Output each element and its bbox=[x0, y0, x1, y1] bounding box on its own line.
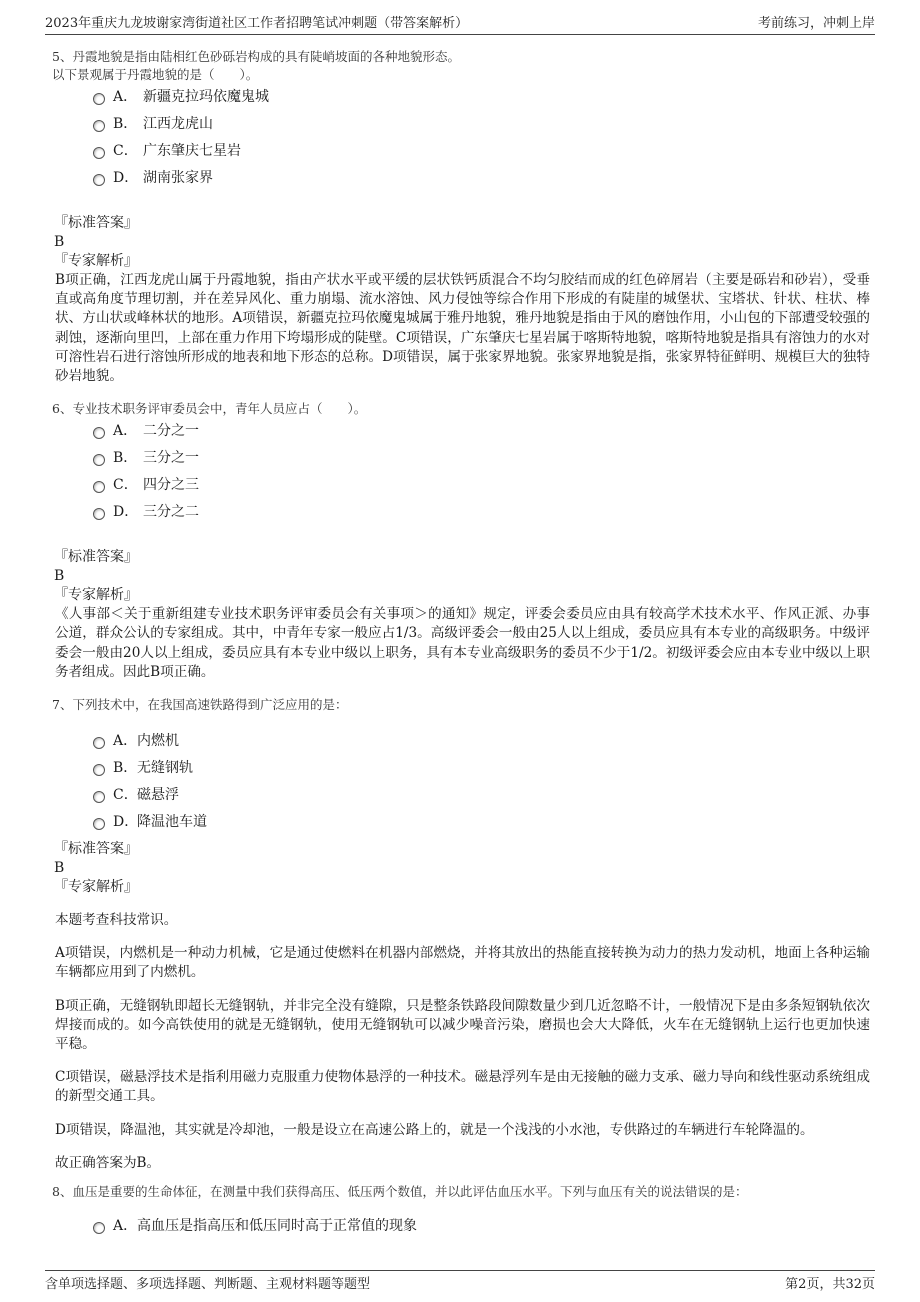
option-d[interactable]: D．降温池车道 bbox=[93, 809, 870, 836]
option-c[interactable]: C． 广东肇庆七星岩 bbox=[93, 138, 870, 165]
option-b[interactable]: B． 江西龙虎山 bbox=[93, 111, 870, 138]
answer-value: B bbox=[54, 860, 65, 877]
option-d[interactable]: D． 三分之二 bbox=[93, 499, 870, 526]
option-a[interactable]: A．高血压是指高压和低压同时高于正常值的现象 bbox=[93, 1213, 870, 1240]
header-slogan: 考前练习，冲刺上岸 bbox=[757, 16, 875, 31]
radio-icon[interactable] bbox=[93, 818, 105, 830]
document-title: 2023年重庆九龙坡谢家湾街道社区工作者招聘笔试冲刺题（带答案解析） bbox=[45, 16, 469, 31]
analysis-text: 《人事部＜关于重新组建专业技术职务评审委员会有关事项＞的通知》规定，评委会委员应由具有较高学术技术水平、作风正派、办事公道，群众公认的专家组成。其中，中青年专家一般应占1/3。高级评委会一般由25人以上组成，委员应具有本专业的高级职务。中级评委会一般由20人以上组成，委员应具有本专业中级以上职务，具有本专业高级职务的委员不少于1/2。初级评委会应由本专业中级以上职务者组成。因此B项正确。 bbox=[55, 606, 870, 680]
question-6 bbox=[52, 400, 870, 682]
question-title: 5、丹霞地貌是指由陆相红色砂砾岩构成的具有陡峭坡面的各种地貌形态。 bbox=[52, 49, 460, 64]
question-title: 7、下列技术中，在我国高速铁路得到广泛应用的是： bbox=[52, 697, 348, 713]
page-number: 第2页，共32页 bbox=[785, 1277, 875, 1292]
radio-icon[interactable] bbox=[93, 174, 105, 186]
option-a[interactable]: A．内燃机 bbox=[93, 728, 870, 755]
radio-icon[interactable] bbox=[93, 508, 105, 520]
answer-value: B bbox=[54, 234, 65, 250]
radio-icon[interactable] bbox=[93, 93, 105, 105]
page-content bbox=[52, 48, 870, 1240]
question-subtitle: 以下景观属于丹霞地貌的是（ ）。 bbox=[52, 67, 259, 82]
question-7 bbox=[52, 696, 870, 1173]
page-header bbox=[45, 10, 875, 35]
question-types-note: 含单项选择题、多项选择题、判断题、主观材料题等题型 bbox=[45, 1277, 371, 1292]
option-a[interactable]: A． 二分之一 bbox=[93, 418, 870, 445]
option-b[interactable]: B．无缝钢轨 bbox=[93, 755, 870, 782]
option-c[interactable]: C．磁悬浮 bbox=[93, 782, 870, 809]
option-d[interactable]: D． 湖南张家界 bbox=[93, 165, 870, 192]
analysis-text: 本题考查科技常识。 A项错误，内燃机是一种动力机械，它是通过使燃料在机器内部燃烧，并将其放出的热能直接转换为动力的热力发动机，地面上各种运输车辆都应用到了内燃机。 B项正确，无缝钢轨即超长无缝钢轨，并非完全没有缝隙，只是整条铁路段间隙数量少到几近忽略不计，一般情况下是由多条短钢轨依次焊接而成的。如今高铁使用的就是无缝钢轨，使用无缝钢轨可以减少噪音污染，磨损也会大大降低，火车在无缝钢轨上运行也更加快速平稳。 C项错误，磁悬浮技术是指利用磁力克服重力使物体悬浮的一种技术。磁悬浮列车是由无接触的磁力支承、磁力导向和线性驱动系统组成的新型交通工具。 D项错误，降温池，其实就是冷却池，一般是设立在高速公路上的，就是一个浅浅的小水池，专供路过的车辆进行车轮降温的。 故正确答案为B。 bbox=[55, 912, 870, 1171]
question-8 bbox=[52, 1183, 870, 1240]
answer-value: B bbox=[54, 568, 65, 585]
answer-label: 『标准答案』 bbox=[54, 549, 138, 566]
radio-icon[interactable] bbox=[93, 737, 105, 749]
question-title: 6、专业技术职务评审委员会中，青年人员应占（ ）。 bbox=[52, 401, 367, 417]
analysis-label: 『专家解析』 bbox=[54, 253, 138, 269]
question-title: 8、血压是重要的生命体征，在测量中我们获得高压、低压两个数值，并以此评估血压水平。下列与血压有关的说法错误的是： bbox=[52, 1184, 748, 1200]
radio-icon[interactable] bbox=[93, 120, 105, 132]
question-5 bbox=[52, 48, 870, 386]
radio-icon[interactable] bbox=[93, 791, 105, 803]
radio-icon[interactable] bbox=[93, 147, 105, 159]
option-c[interactable]: C． 四分之三 bbox=[93, 472, 870, 499]
analysis-label: 『专家解析』 bbox=[54, 879, 138, 896]
option-a[interactable]: A． 新疆克拉玛依魔鬼城 bbox=[93, 84, 870, 111]
radio-icon[interactable] bbox=[93, 427, 105, 439]
page-footer bbox=[45, 1270, 875, 1293]
analysis-label: 『专家解析』 bbox=[54, 587, 138, 604]
answer-label: 『标准答案』 bbox=[54, 215, 138, 231]
radio-icon[interactable] bbox=[93, 1222, 105, 1234]
answer-label: 『标准答案』 bbox=[54, 841, 138, 858]
radio-icon[interactable] bbox=[93, 764, 105, 776]
analysis-text: B项正确，江西龙虎山属于丹霞地貌，指由产状水平或平缓的层状铁钙质混合不均匀胶结而成的红色碎屑岩（主要是砾岩和砂岩），受垂直或高角度节理切割，并在差异风化、重力崩塌、流水溶蚀、风力侵蚀等综合作用下形成的有陡崖的城堡状、宝塔状、针状、柱状、棒状、方山状或峰林状的地形。A项错误，新疆克拉玛依魔鬼城属于雅丹地貌，雅丹地貌是指由于风的磨蚀作用，小山包的下部遭受较强的剥蚀，逐渐向里凹，上部在重力作用下垮塌形成的陡壁。C项错误，广东肇庆七星岩属于喀斯特地貌，喀斯特地貌是指具有溶蚀力的水对可溶性岩石进行溶蚀所形成的地表和地下形态的总称。D项错误，属于张家界地貌。张家界地貌是指，张家界特征鲜明、规模巨大的独特砂岩地貌。 bbox=[55, 272, 870, 385]
radio-icon[interactable] bbox=[93, 481, 105, 493]
option-b[interactable]: B． 三分之一 bbox=[93, 445, 870, 472]
radio-icon[interactable] bbox=[93, 454, 105, 466]
